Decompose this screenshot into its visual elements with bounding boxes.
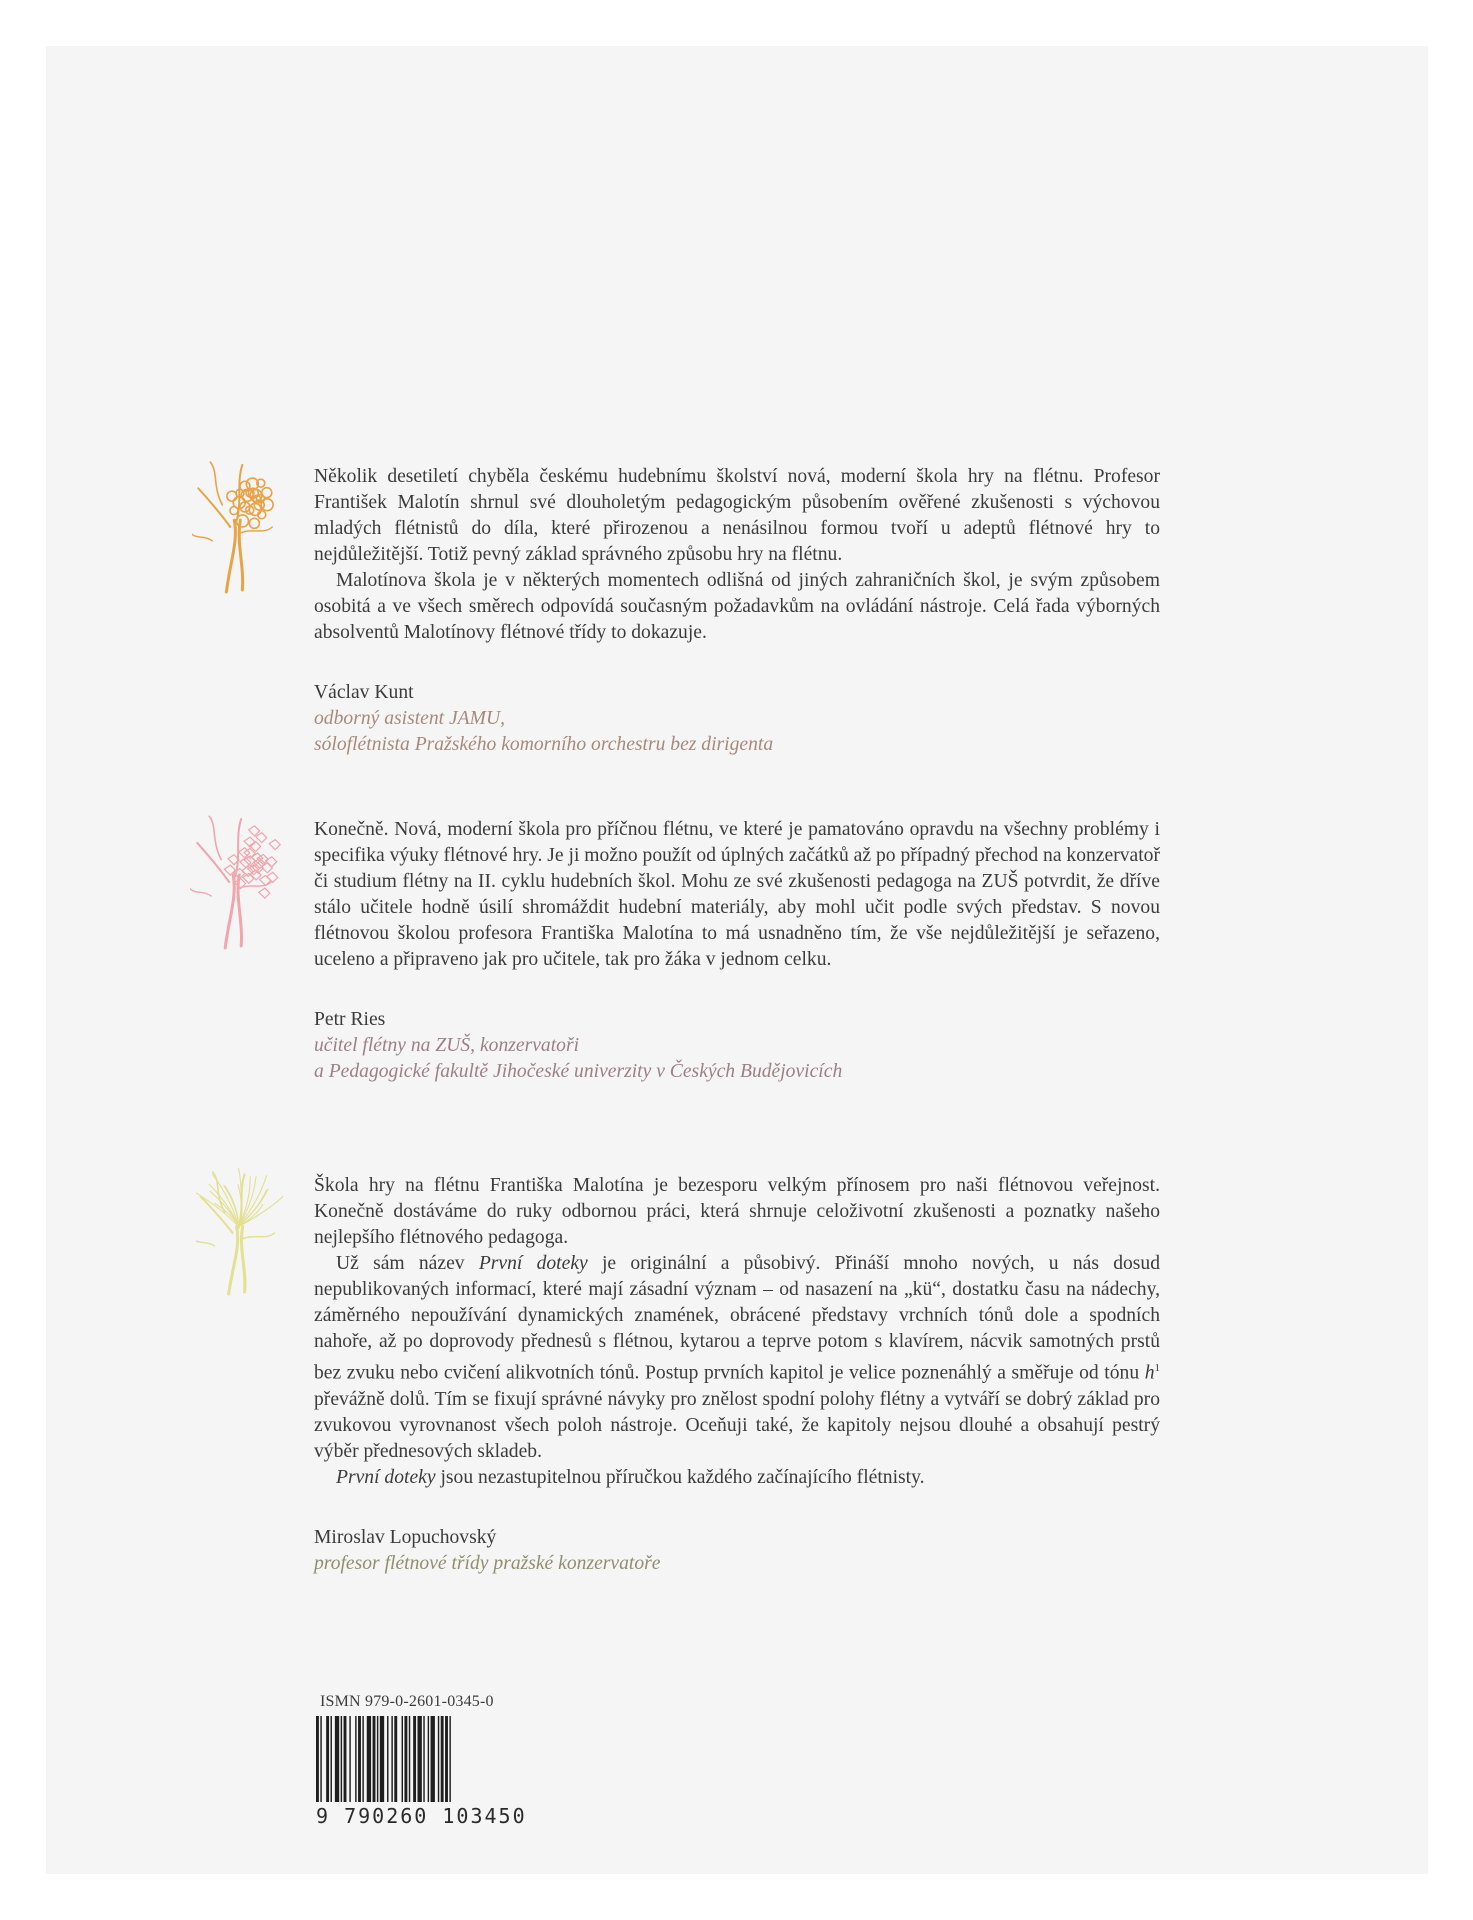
testimonial-kunt xyxy=(314,464,1160,758)
testimonial-paragraph: Už sám název První doteky je originální a působivý. Přináší mnoho nových, u nás dosud nepublikovaných informací, které mají zásadní význam – od nasazení na „kü“, dostatku času na nádechy, záměrného nepoužívání dynamických znamének, obrácené představy vrchních tónů dole a spodních nahoře, až po doprovody přednesů s flétnou, kytarou a teprve potom s klavírem, nácvik samotných prstů bez zvuku nebo cvičení alikvotních tónů. Postup prvních kapitol je velice poznenáhlý a směřuje od tónu $h^1$ převážně dolů. Tím se fixují správné návyky pro znělost spodní polohy flétny a vytváří se dobrý základ pro zvukovou vyrovnanost všech poloh nástroje. Oceňuji také, že kapitoly nejsou dlouhé a obsahují pestrý výběr přednesových skladeb. xyxy=(314,1253,1161,1462)
author-name: Václav Kunt xyxy=(314,682,414,703)
testimonial-paragraph: Konečně. Nová, moderní škola pro příčnou flétnu, ve které je pamatováno opravdu na všechny problémy i specifika výuky flétnové hry. Je ji možno použít od úplných začátků až po případný přechod na konzervatoř či studium flétny na II. cyklu hudebních škol. Mohu ze své zkušenosti pedagoga na ZUŠ potvrdit, že dříve stálo učitele hodně úsilí shromáždit hudební materiály, aby mohl učit podle svých představ. S novou flétnovou školou profesora Františka Malotína to má usnadněno tím, že vše nejdůležitější je seřazeno, uceleno a připraveno jak pro učitele, tak pro žáka v jednom celku. xyxy=(314,819,1160,970)
barcode-digits: 9 790260 103450 xyxy=(316,1804,527,1828)
author-role: a Pedagogické fakultě Jihočeské univerzity v Českých Budějovicích xyxy=(314,1061,843,1082)
testimonial-paragraph: Několik desetiletí chyběla českému hudebnímu školství nová, moderní škola hry na flétnu. Profesor František Malotín shrnul své dlouholetým pedagogickým působením ověřené zkušenosti s výchovou mladých flétnistů do díla, které přirozenou a nenásilnou formou tvoří u adeptů flétnové hry to nejdůležitější. Totiž pevný základ správného způsobu hry na flétnu. xyxy=(314,466,1160,565)
yellow-tree-illustration xyxy=(196,1168,288,1298)
author-role: učitel flétny na ZUŠ, konzervatoři xyxy=(314,1035,580,1056)
author-name: Petr Ries xyxy=(314,1009,386,1030)
ismn-label: ISMN 979-0-2601-0345-0 xyxy=(320,1693,494,1710)
pink-tree-illustration xyxy=(190,812,288,952)
author-role: sóloflétnista Pražského komorního orchestru bez dirigenta xyxy=(314,734,774,755)
testimonial-paragraph: Malotínova škola je v některých momentech odlišná od jiných zahraničních škol, je svým způsobem osobitá a ve všech směrech odpovídá současným požadavkům na ovládání nástroje. Celá řada výborných absolventů Malotínovy flétnové třídy to dokazuje. xyxy=(314,570,1160,643)
testimonial-paragraph: Škola hry na flétnu Františka Malotína je bezesporu velkým přínosem pro naši flétnovou veřejnost. Konečně dostáváme do ruky odbornou práci, která shrnuje celoživotní zkušenosti a poznatky našeho nejlepšího flétnového pedagoga. xyxy=(314,1175,1160,1248)
testimonial-lopuchovsky xyxy=(314,1173,1160,1577)
testimonial-ries xyxy=(314,817,1160,1085)
orange-tree-illustration xyxy=(192,458,288,596)
author-role: odborný asistent JAMU, xyxy=(314,708,506,729)
testimonial-paragraph: První doteky jsou nezastupitelnou příručkou každého začínajícího flétnisty. xyxy=(336,1466,925,1488)
author-role: profesor flétnové třídy pražské konzervatoře xyxy=(314,1552,661,1574)
author-name: Miroslav Lopuchovský xyxy=(314,1526,497,1548)
